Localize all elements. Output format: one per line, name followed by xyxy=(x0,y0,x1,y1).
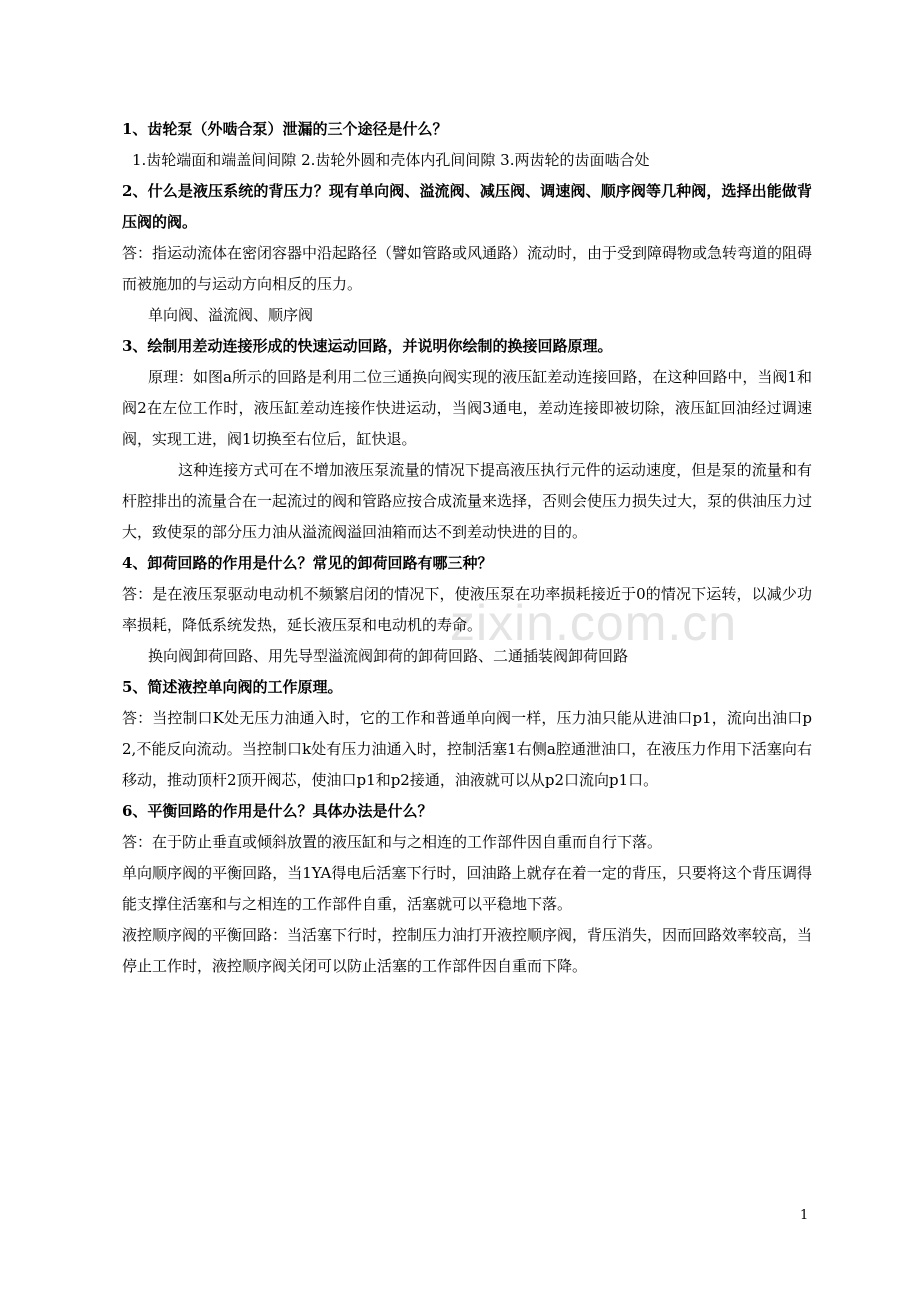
answer-6-single-sequence: 单向顺序阀的平衡回路，当1YA得电后活塞下行时，回油路上就存在着一定的背压，只要将这个背压调得能支撑住活塞和与之相连的工作部件自重，活塞就可以平稳地下落。 xyxy=(122,864,812,913)
answer-3-principle: 原理：如图a所示的回路是利用二位三通换向阀实现的液压缸差动连接回路，在这种回路中，当阀1和阀2在左位工作时，液压缸差动连接作快进运动，当阀3通电，差动连接即被切除，液压缸回油经过调速阀，实现工进，阀1切换至右位后，缸快退。 xyxy=(122,368,812,448)
question-2: 2、什么是液压系统的背压力？现有单向阀、溢流阀、减压阀、调速阀、顺序阀等几种阀，选择出能做背压阀的阀。 xyxy=(122,182,812,231)
answer-6-pilot-sequence: 液控顺序阀的平衡回路：当活塞下行时，控制压力油打开液控顺序阀，背压消失，因而回路效率较高，当停止工作时，液控顺序阀关闭可以防止活塞的工作部件因自重而下降。 xyxy=(122,926,813,975)
question-6: 6、平衡回路的作用是什么？具体办法是什么？ xyxy=(122,802,433,820)
question-1: 1、齿轮泵（外啮合泵）泄漏的三个途径是什么？ xyxy=(122,120,448,138)
page-number: 1 xyxy=(800,1208,809,1223)
question-3: 3、绘制用差动连接形成的快速运动回路，并说明你绘制的换接回路原理。 xyxy=(122,337,613,355)
answer-3-note: 这种连接方式可在不增加液压泵流量的情况下提高液压执行元件的运动速度，但是泵的流量和有杆腔排出的流量合在一起流过的阀和管路应按合成流量来选择，否则会使压力损失过大，泵的供油压力过大，致使泵的部分压力油从溢流阀溢回油箱而达不到差动快进的目的。 xyxy=(122,461,813,541)
answer-6: 答：在于防止垂直或倾斜放置的液压缸和与之相连的工作部件因自重而自行下落。 xyxy=(122,833,663,851)
document-body xyxy=(122,114,812,982)
answer-5: 答：当控制口K处无压力油通入时，它的工作和普通单向阀一样，压力油只能从进油口p1，流向出油口p2,不能反向流动。当控制口k处有压力油通入时，控制活塞1右侧a腔通泄油口，在液压力作用下活塞向右移动，推动顶杆2顶开阀芯，使油口p1和p2接通，油液就可以从p2口流向p1口。 xyxy=(122,709,812,789)
question-5: 5、简述液控单向阀的工作原理。 xyxy=(122,678,343,696)
watermark: zixin.com.cn xyxy=(450,595,738,651)
answer-4-types: 换向阀卸荷回路、用先导型溢流阀卸荷的卸荷回路、二通插装阀卸荷回路 xyxy=(148,647,629,665)
question-4: 4、卸荷回路的作用是什么？常见的卸荷回路有哪三种？ xyxy=(122,554,493,572)
answer-2-valves: 单向阀、溢流阀、顺序阀 xyxy=(148,306,314,324)
answer-1: 1.齿轮端面和端盖间间隙 2.齿轮外圆和壳体内孔间间隙 3.两齿轮的齿面啮合处 xyxy=(132,151,650,169)
answer-4: 答：是在液压泵驱动电动机不频繁启闭的情况下，使液压泵在功率损耗接近于0的情况下运转，以减少功率损耗，降低系统发热，延长液压泵和电动机的寿命。 xyxy=(122,585,812,634)
answer-2: 答：指运动流体在密闭容器中沿起路径（譬如管路或风通路）流动时，由于受到障碍物或急转弯道的阻碍而被施加的与运动方向相反的压力。 xyxy=(122,244,813,293)
